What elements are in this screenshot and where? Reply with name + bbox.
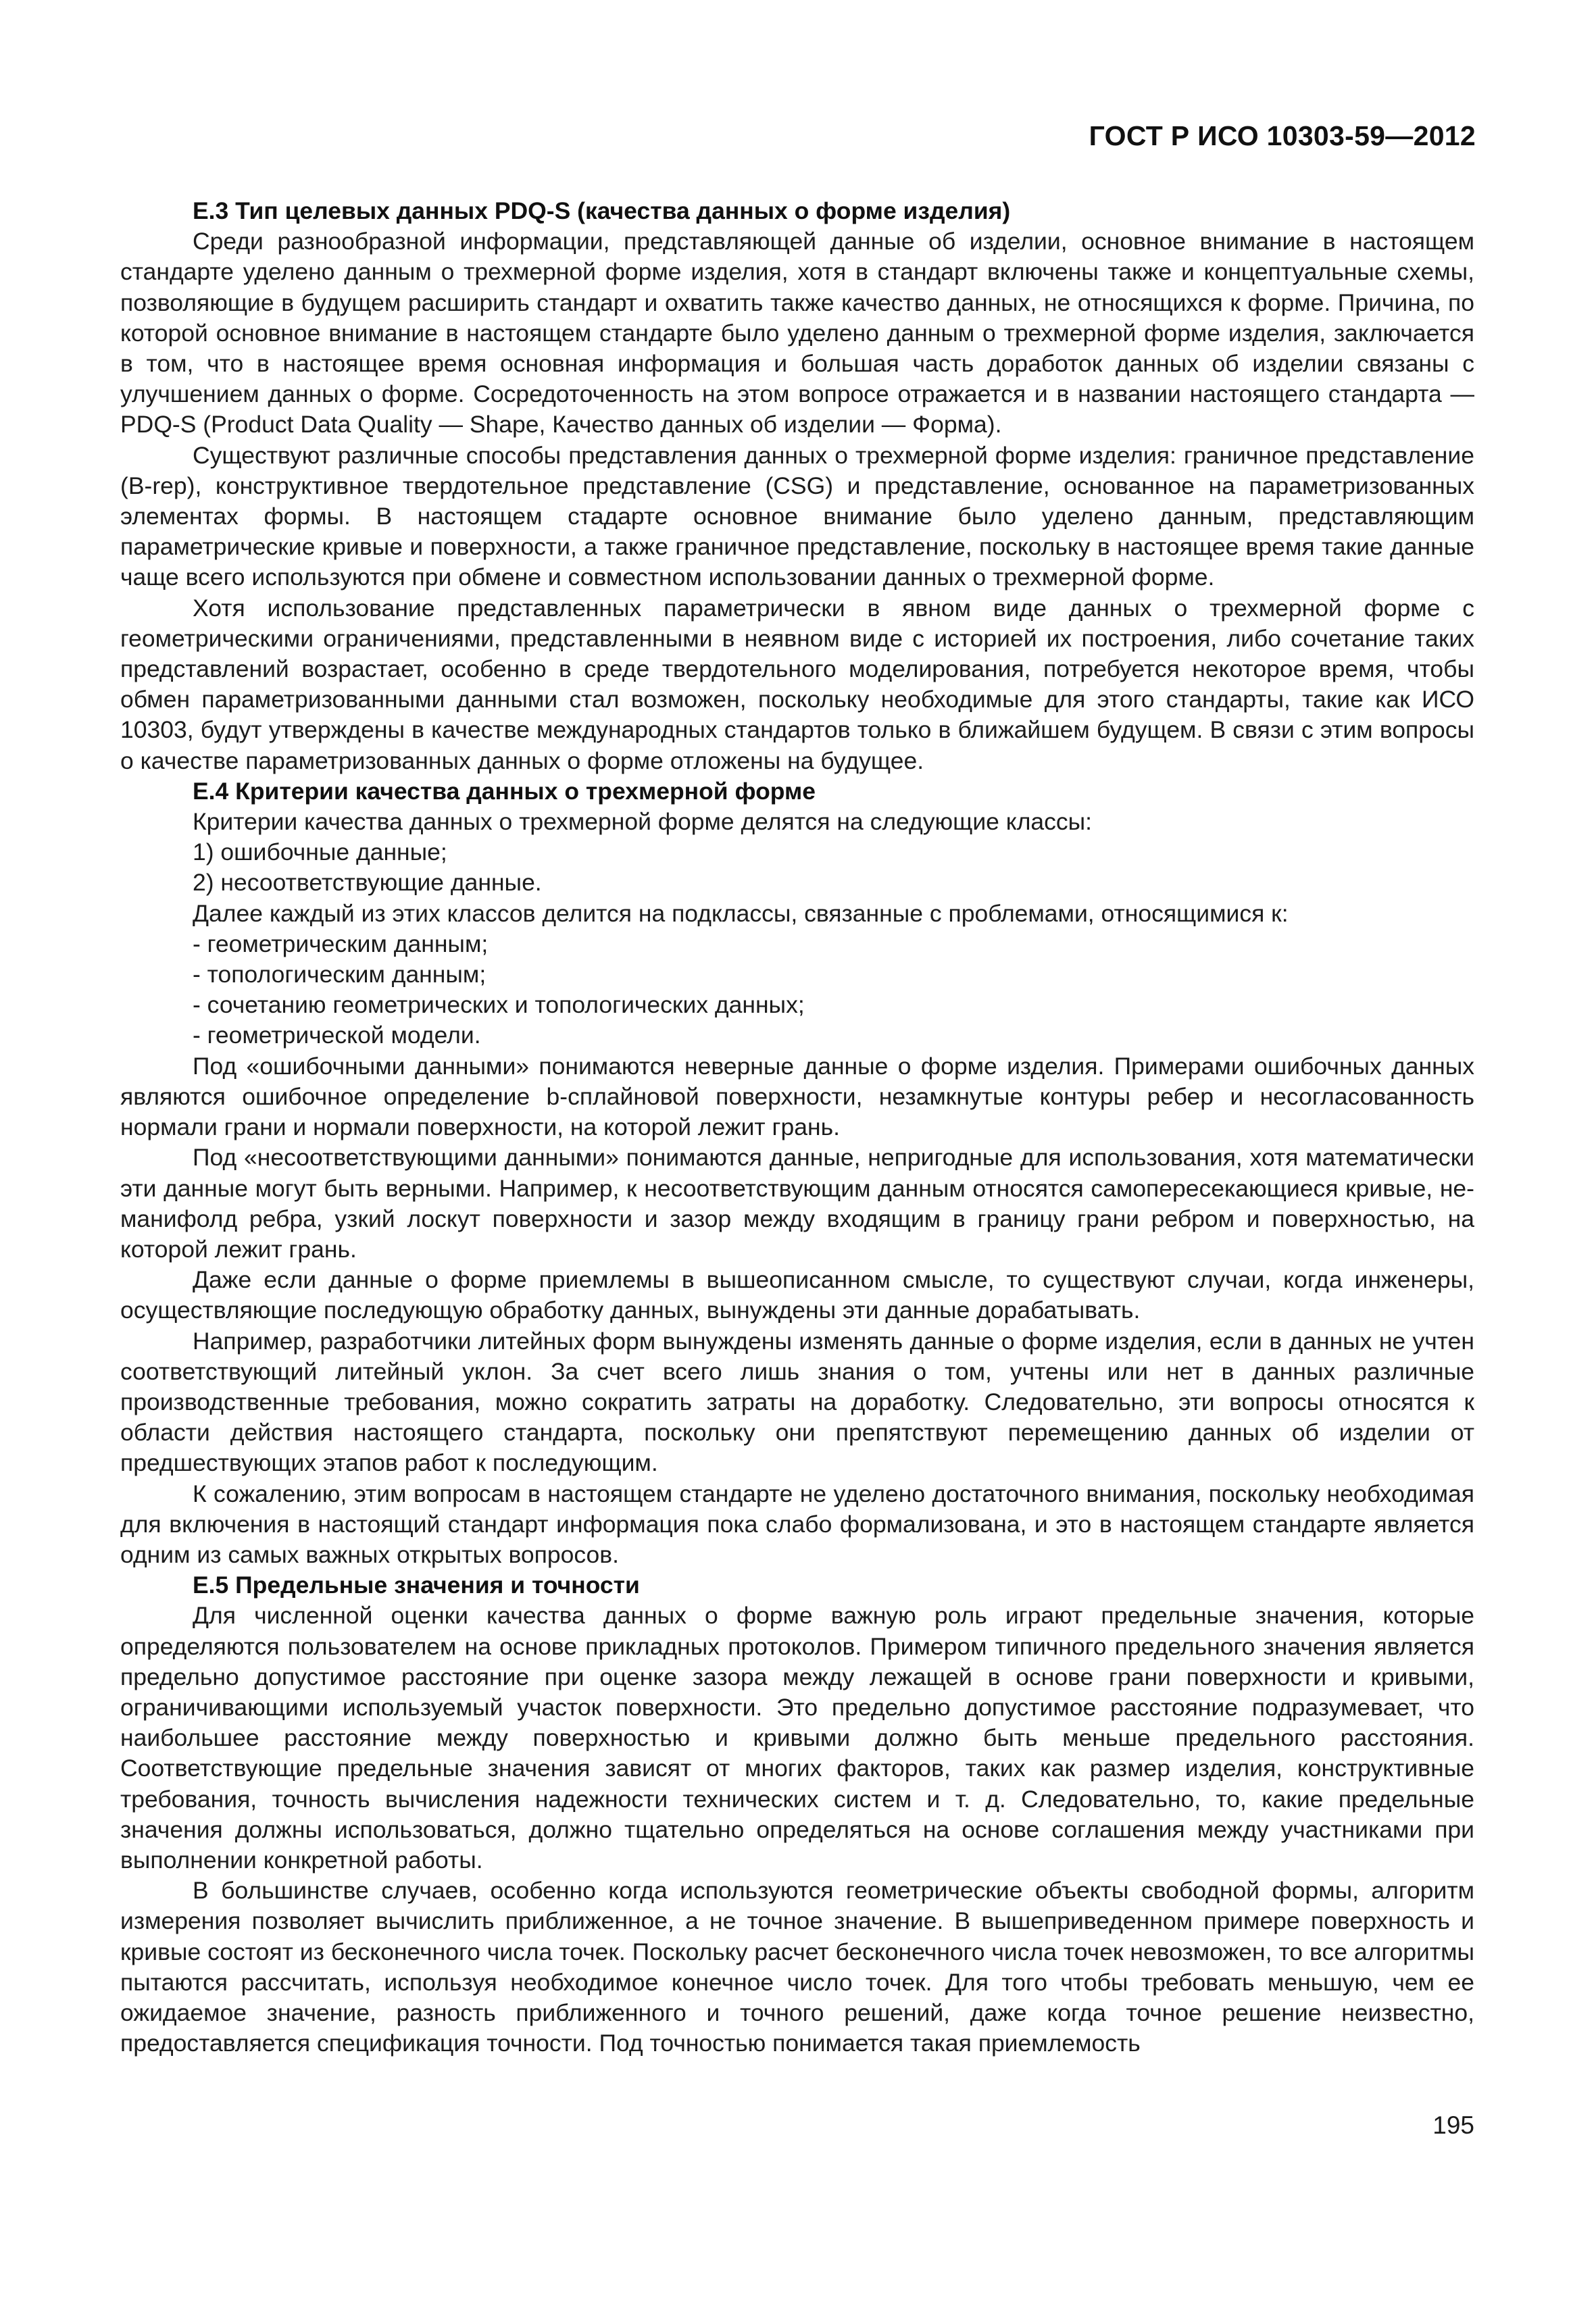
paragraph: Под «ошибочными данными» понимаются неверные данные о форме изделия. Примерами ошибочных данных являются ошибочное определение b-сплайновой поверхности, незамкнутые контуры ребер и несогласованность нормали грани и нормали поверхности, на которой лежит грань. xyxy=(120,1052,1474,1141)
list-item: - геометрической модели. xyxy=(193,1022,481,1049)
list-item: - геометрическим данным; xyxy=(193,930,489,957)
paragraph: Критерии качества данных о трехмерной форме делятся на следующие классы: xyxy=(193,808,1093,836)
paragraph: Для численной оценки качества данных о форме важную роль играют предельные значения, которые определяются пользователем на основе прикладных протоколов. Примером типичного предельного значения является предельно допустимое расстояние при оценке зазора между лежащей в основе грани поверхности и кривыми, ограничивающими используемый участок поверхности. Это предельно допустимое расстояние подразумевает, что наибольшее расстояние между поверхностью и кривыми должно быть меньше предельного расстояния. Соответствующие предельные значения зависят от многих факторов, таких как размер изделия, конструктивные требования, точность вычисления надежности технических систем и т. д. Следовательно, то, какие предельные значения должны использоваться, должно тщательно определяться на основе соглашения между участниками при выполнении конкретной работы. xyxy=(120,1602,1474,1873)
list-item: - топологическим данным; xyxy=(193,961,487,988)
section-heading-e4: Е.4 Критерии качества данных о трехмерной форме xyxy=(193,777,816,805)
paragraph: К сожалению, этим вопросам в настоящем стандарте не уделено достаточного внимания, поскольку необходимая для включения в настоящий стандарт информация пока слабо формализована, и это в настоящем стандарте является одним из самых важных открытых вопросов. xyxy=(120,1480,1474,1568)
paragraph: Существуют различные способы представления данных о трехмерной форме изделия: граничное представление (B-rep), конструктивное твердотельное представление (CSG) и представление, основанное на параметризованных элементах формы. В настоящем стадарте основное внимание было уделено данным, представляющим параметрические кривые и поверхности, а также граничное представление, поскольку в настоящее время такие данные чаще всего используются при обмене и совместном использовании данных о трехмерной форме. xyxy=(120,441,1474,591)
paragraph: Далее каждый из этих классов делится на подклассы, связанные с проблемами, относящимися к: xyxy=(193,899,1289,927)
paragraph: Хотя использование представленных параметрически в явном виде данных о трехмерной форме с геометрическими ограничениями, представленными в неявном виде с историей их построения, либо сочетание таких представлений возрастает, особенно в среде твердотельного моделирования, потребуется некоторое время, чтобы обмен параметризованными данными стал возможен, поскольку необходимые для этого стандарты, такие как ИСО 10303, будут утверждены в качестве международных стандартов только в ближайшем будущем. В связи с этим вопросы о качестве параметризованных данных о форме отложены на будущее. xyxy=(120,594,1474,774)
section-heading-e5: Е.5 Предельные значения и точности xyxy=(193,1571,640,1599)
page-body xyxy=(120,196,1474,2059)
list-item: 2) несоответствующие данные. xyxy=(193,869,542,897)
list-item: 1) ошибочные данные; xyxy=(193,838,447,866)
paragraph: Например, разработчики литейных форм вынуждены изменять данные о форме изделия, если в данных не учтен соответствующий литейный уклон. За счет всего лишь знания о том, учтены или нет в данных различные производственные требования, можно сократить затраты на доработку. Следовательно, эти вопросы относятся к области действия настоящего стандарта, поскольку они препятствуют перемещению данных об изделии от предшествующих этапов работ к последующим. xyxy=(120,1327,1474,1477)
paragraph: Среди разнообразной информации, представляющей данные об изделии, основное внимание в настоящем стандарте уделено данным о трехмерной форме изделия, хотя в стандарт включены также и концептуальные схемы, позволяющие в будущем расширить стандарт и охватить также качество данных, не относящихся к форме. Причина, по которой основное внимание в настоящем стандарте было уделено данным о трехмерной форме изделия, заключается в том, что в настоящее время основная информация и большая часть доработок данных об изделии связаны с улучшением данных о форме. Сосредоточенность на этом вопросе отражается и в названии настоящего стандарта — PDQ-S (Product Data Quality — Shape, Качество данных об изделии — Форма). xyxy=(120,228,1474,438)
page-number: 195 xyxy=(1432,2111,1474,2139)
list-item: - сочетанию геометрических и топологических данных; xyxy=(193,991,805,1019)
section-heading-e3: Е.3 Тип целевых данных PDQ-S (качества данных о форме изделия) xyxy=(193,197,1011,224)
paragraph: В большинстве случаев, особенно когда используются геометрические объекты свободной формы, алгоритм измерения позволяет вычислить приближенное, а не точное значение. В вышеприведенном примере поверхность и кривые состоят из бесконечного числа точек. Поскольку расчет бесконечного числа точек невозможен, то все алгоритмы пытаются рассчитать, используя необходимое конечное число точек. Для того чтобы требовать меньшую, чем ее ожидаемое значение, разность приближенного и точного решений, даже когда точное решение неизвестно, предоставляется спецификация точности. Под точностью понимается такая приемлемость xyxy=(120,1877,1474,2057)
standard-designation: ГОСТ Р ИСО 10303-59—2012 xyxy=(1089,120,1476,151)
paragraph: Под «несоответствующими данными» понимаются данные, непригодные для использования, хотя математически эти данные могут быть верными. Например, к несоответствующим данным относятся самопересекающиеся кривые, не-манифолд ребра, узкий лоскут поверхности и зазор между входящим в границу грани ребром и поверхностью, на которой лежит грань. xyxy=(120,1144,1474,1263)
paragraph: Даже если данные о форме приемлемы в вышеописанном смысле, то существуют случаи, когда инженеры, осуществляющие последующую обработку данных, вынуждены эти данные дорабатывать. xyxy=(120,1266,1474,1324)
